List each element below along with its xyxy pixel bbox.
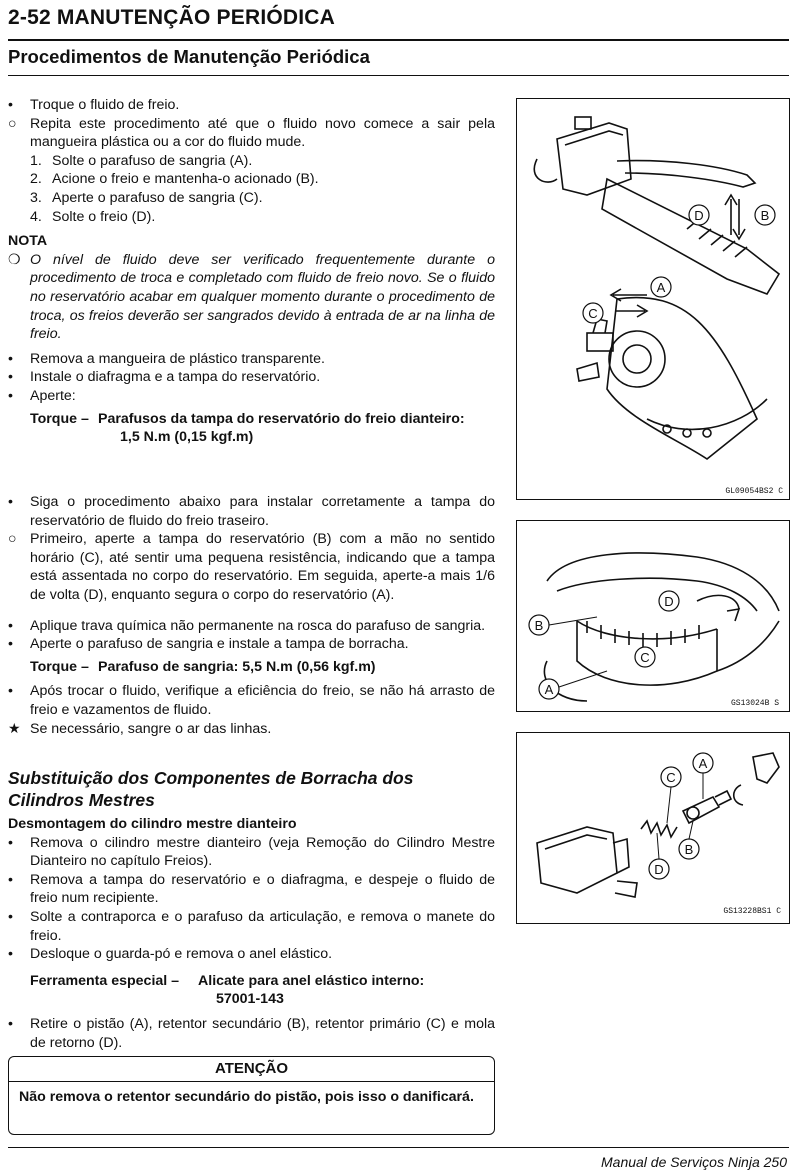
step-item <box>8 189 495 208</box>
torque-spec <box>8 658 495 677</box>
item-text: Repita este procedimento até que o fluido novo comece a sair pela mangueira plástica ou a cor do fluido mude. <box>30 115 495 151</box>
bullet: • <box>8 387 13 404</box>
item-text: Se necessário, sangre o ar das linhas. <box>30 720 272 737</box>
list-item <box>8 493 495 530</box>
list-item <box>8 350 495 369</box>
list-item <box>8 682 495 719</box>
step-number: 4. <box>30 208 42 225</box>
figure-code: GS13024B S <box>730 699 779 708</box>
brake-lever-illustration <box>517 99 789 499</box>
item-text: Siga o procedimento abaixo para instalar corretamente a tampa do reservatório de fluido do freio traseiro. <box>30 494 495 529</box>
block-rear-reservoir-cap <box>8 493 495 738</box>
list-item <box>8 871 495 908</box>
item-text: Desloque o guarda-pó e remova o anel elástico. <box>30 946 333 963</box>
bullet: • <box>8 908 13 925</box>
bullet: • <box>8 683 13 700</box>
item-text: Troque o fluido de freio. <box>30 97 180 113</box>
label-d: D <box>654 862 664 877</box>
label-c: C <box>640 650 650 665</box>
item-text: Após trocar o fluido, verifique a eficiência do freio, se não há arrasto de freio e vazamentos de fluido. <box>30 683 495 718</box>
bullet: • <box>8 636 13 653</box>
circle-mark: ❍ <box>8 251 21 268</box>
bullet: • <box>8 494 13 510</box>
label-b: B <box>760 208 770 223</box>
label-a: A <box>698 756 708 771</box>
footer-rule <box>8 1147 789 1148</box>
footer-text: Manual de Serviços Ninja 250 <box>601 1154 787 1170</box>
figure-brake-lever-bleeding <box>516 98 790 500</box>
page-subtitle: Procedimentos de Manutenção Periódica <box>8 46 370 67</box>
item-text: Instale o diafragma e a tampa do reservatório. <box>30 369 321 386</box>
item-text: Aperte o parafuso de sangria e instale a tampa de borracha. <box>30 636 409 653</box>
item-text: Solte a contraporca e o parafuso da articulação, e remova o manete do freio. <box>30 908 495 944</box>
list-item <box>8 908 495 945</box>
item-text: Remova a mangueira de plástico transparente. <box>30 350 325 367</box>
list-item <box>8 1015 495 1052</box>
warning-text: Não remova o retentor secundário do pistão, pois isso o danificará. <box>19 1089 474 1105</box>
bullet: • <box>8 871 13 888</box>
item-text: Aplique trava química não permanente na rosca do parafuso de sangria. <box>30 617 486 634</box>
item-text: O nível de fluido deve ser verificado frequentemente durante o procedimento de troca e completado com fluido de freio novo. Se o fluido no reservatório acabar em qualquer momento durante o procedimento de troca, os freios deverão ser sangrados devido à entrada de ar na linha de freio. <box>30 251 495 343</box>
figure-reservoir-cap <box>516 520 790 712</box>
step-number: 2. <box>30 171 42 188</box>
note-text <box>8 251 495 344</box>
list-item <box>8 720 495 739</box>
torque-label: Torque – <box>30 410 89 427</box>
step-text: Solte o parafuso de sangria (A). <box>52 152 253 169</box>
label-d: D <box>694 208 704 223</box>
subtitle-rule <box>8 75 789 76</box>
tool-label: Ferramenta especial – <box>30 972 180 989</box>
bullet: • <box>8 834 13 851</box>
label-c: C <box>666 770 676 785</box>
label-a: A <box>656 280 666 295</box>
list-item <box>8 635 495 654</box>
torque-label: Torque – <box>30 658 89 675</box>
list-item <box>8 945 495 964</box>
torque-value: Parafuso de sangria: 5,5 N.m (0,56 kgf.m) <box>98 658 376 675</box>
tool-value: Alicate para anel elástico interno: <box>198 972 425 989</box>
figure-code: GL09054BS2 C <box>725 487 783 496</box>
label-b: B <box>534 618 544 633</box>
step-item <box>8 208 495 227</box>
circle-mark: ○ <box>8 531 17 548</box>
list-item <box>8 368 495 387</box>
label-d: D <box>664 594 674 609</box>
star-mark: ★ <box>8 720 21 737</box>
bullet: • <box>8 617 13 634</box>
list-item <box>8 387 495 406</box>
list-item <box>8 96 495 115</box>
bullet: • <box>8 97 13 113</box>
item-text: Remova o cilindro mestre dianteiro (veja Remoção do Cilindro Mestre Dianteiro no capítulo Freios). <box>30 834 495 870</box>
item-text: Primeiro, aperte a tampa do reservatório (B) com a mão no sentido horário (C), até sentir uma pequena resistência, indicando que a tampa está assentada no corpo do reservatório. Em seguida, aperte-a mais 1/6 de volta (D), enquanto segura o corpo do reservatório (A). <box>30 531 495 603</box>
label-c: C <box>588 306 598 321</box>
reservoir-cap-illustration <box>517 521 789 711</box>
step-text: Aperte o parafuso de sangria (C). <box>52 189 263 206</box>
circle-mark: ○ <box>8 115 17 132</box>
warning-title: ATENÇÃO <box>9 1057 494 1082</box>
item-text: Remova a tampa do reservatório e o diafragma, e despeje o fluido de freio num recipiente. <box>30 871 495 907</box>
list-item <box>8 617 495 636</box>
section-title: 2-52 MANUTENÇÃO PERIÓDICA <box>8 6 336 29</box>
tool-number: 57001-143 <box>216 991 284 1008</box>
step-text: Acione o freio e mantenha-o acionado (B). <box>52 171 319 188</box>
figure-master-cylinder-parts <box>516 732 790 924</box>
step-number: 3. <box>30 189 42 206</box>
step-item <box>8 170 495 189</box>
step-text: Solte o freio (D). <box>52 208 156 225</box>
item-text: Aperte: <box>30 387 76 404</box>
note-title: NOTA <box>8 233 48 250</box>
label-b: B <box>684 842 694 857</box>
step-item <box>8 152 495 171</box>
bullet: • <box>8 946 13 963</box>
special-tool-spec <box>8 972 495 1009</box>
label-a: A <box>544 682 554 697</box>
warning-box <box>8 1056 495 1135</box>
bullet: • <box>8 350 13 367</box>
list-item <box>8 834 495 871</box>
block-brake-fluid-change <box>8 96 495 447</box>
item-text: Retire o pistão (A), retentor secundário (B), retentor primário (C) e mola de retorno (D). <box>30 1015 495 1051</box>
header-rule <box>8 39 789 41</box>
step-number: 1. <box>30 152 42 169</box>
bullet: • <box>8 369 13 386</box>
bullet: • <box>8 1015 13 1032</box>
figure-code: GS13228BS1 C <box>723 907 781 916</box>
master-cylinder-illustration <box>517 733 789 923</box>
torque-value: Parafusos da tampa do reservatório do freio dianteiro: <box>98 410 465 427</box>
subsection-heading: Desmontagem do cilindro mestre dianteiro <box>8 816 297 832</box>
torque-spec <box>8 410 495 447</box>
list-item <box>8 115 495 152</box>
torque-value-2: 1,5 N.m (0,15 kgf.m) <box>120 429 254 446</box>
block-rubber-components <box>8 757 495 1052</box>
list-item <box>8 530 495 604</box>
section-heading: Substituição dos Componentes de Borracha dos Cilindros Mestres <box>8 768 414 810</box>
